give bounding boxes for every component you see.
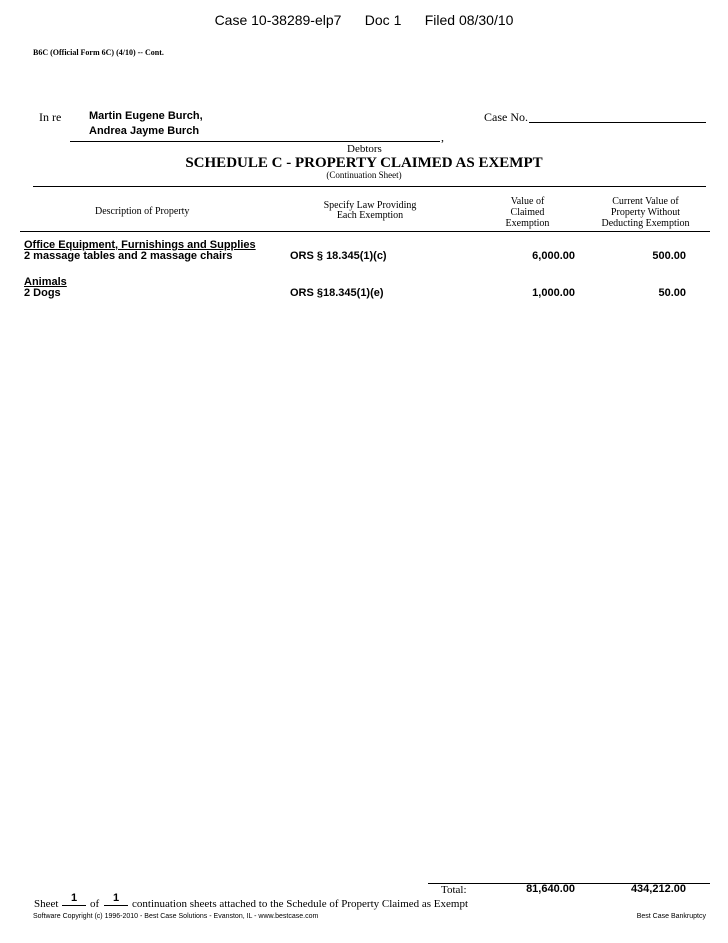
debtors-label: Debtors (347, 143, 382, 155)
debtor-comma: , (441, 130, 444, 144)
col-value-line2: Claimed (510, 207, 545, 218)
copyright: Software Copyright (c) 1996-2010 - Best Case Solutions - Evanston, IL - www.bestcase.com (33, 913, 319, 920)
col-description: Description of Property (95, 206, 190, 217)
filed-date: Filed 08/30/10 (424, 12, 514, 28)
total-value: 81,640.00 (526, 883, 575, 895)
col-law (300, 201, 440, 221)
col-law-line2: Each Exemption (336, 210, 404, 221)
entry-item: 2 massage tables and 2 massage chairs (24, 250, 233, 262)
debtor-name-1: Martin Eugene Burch, (89, 110, 203, 122)
case-no-label: Case No. (484, 110, 528, 124)
debtor-name-2: Andrea Jayme Burch (89, 125, 200, 137)
col-current-line1: Current Value of (612, 196, 679, 207)
entry-current: 500.00 (652, 250, 686, 262)
col-law-line1: Specify Law Providing (323, 200, 417, 211)
in-re-label: In re (39, 110, 62, 124)
brand: Best Case Bankruptcy (636, 913, 706, 920)
of-label: of (90, 898, 100, 910)
entry-category: Office Equipment, Furnishings and Supplies (24, 239, 256, 251)
total-current: 434,212.00 (630, 883, 686, 895)
entry-law: ORS § 18.345(1)(c) (290, 250, 387, 262)
debtors-underline (70, 141, 440, 142)
case-no-underline (529, 122, 706, 123)
col-current-line3: Deducting Exemption (601, 218, 690, 229)
col-value-line3: Exemption (505, 218, 550, 229)
header-rule-bottom (20, 231, 710, 232)
entry-category: Animals (24, 276, 67, 288)
col-value (480, 196, 575, 229)
header-rule-top (33, 186, 706, 187)
entry-item: 2 Dogs (24, 287, 61, 299)
sheet-number-underline (62, 905, 86, 906)
of-number: 1 (112, 892, 120, 904)
col-current-line2: Property Without (610, 207, 681, 218)
sheet-tail-text: continuation sheets attached to the Schedule of Property Claimed as Exempt (132, 898, 469, 910)
of-number-underline (104, 905, 128, 906)
filing-header (0, 12, 728, 28)
entry-law: ORS §18.345(1)(e) (290, 287, 384, 299)
form-id: B6C (Official Form 6C) (4/10) -- Cont. (33, 48, 164, 57)
schedule-title: SCHEDULE C - PROPERTY CLAIMED AS EXEMPT (185, 155, 543, 171)
entry-value: 1,000.00 (532, 287, 575, 299)
sheet-label: Sheet (34, 898, 59, 910)
sheet-number: 1 (70, 892, 78, 904)
col-current (583, 196, 708, 229)
col-value-line1: Value of (510, 196, 545, 207)
schedule-subtitle: (Continuation Sheet) (326, 170, 402, 180)
entry-value: 6,000.00 (532, 250, 575, 262)
total-label: Total: (441, 884, 467, 896)
doc-number: Doc 1 (364, 12, 402, 28)
entry-current: 50.00 (658, 287, 686, 299)
case-number-header: Case 10-38289-elp7 (214, 12, 342, 28)
